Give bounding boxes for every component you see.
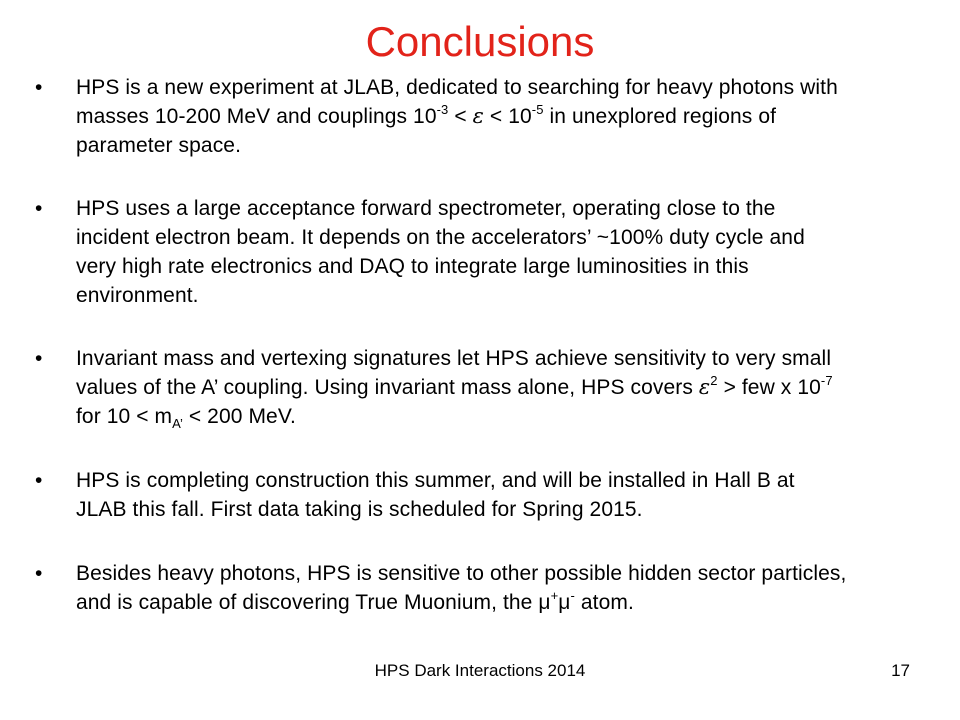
- bullet-text: [76, 559, 946, 617]
- bullet-line: masses 10-200 MeV and couplings $10^{-3} < \varepsilon < 10^{-5}$ in unexplored regions of: [76, 102, 777, 128]
- bullet-line: very high rate electronics and DAQ to integrate large luminosities in this: [76, 255, 749, 278]
- bullet-line: Besides heavy photons, HPS is sensitive to other possible hidden sector particles,: [76, 562, 847, 585]
- bullet-line: JLAB this fall. First data taking is scheduled for Spring 2015.: [76, 498, 643, 521]
- bullet-line: environment.: [76, 284, 199, 307]
- epsilon-symbol: ε: [472, 104, 484, 128]
- bullet-marker: •: [35, 76, 43, 99]
- bullet-text: [76, 344, 946, 431]
- bullet-text: [76, 73, 946, 160]
- bullet-line: for $10 < m_{A’} < 200$ MeV.: [76, 405, 296, 431]
- bullet-line: HPS is completing construction this summer, and will be installed in Hall B at: [76, 469, 795, 492]
- bullet-line: incident electron beam. It depends on the accelerators’ ~100% duty cycle and: [76, 226, 805, 249]
- bullet-text: [76, 466, 946, 524]
- bullet-line: HPS is a new experiment at JLAB, dedicated to searching for heavy photons with: [76, 76, 838, 99]
- bullet-line: HPS uses a large acceptance forward spectrometer, operating close to the: [76, 197, 776, 220]
- bullet-line: values of the A’ coupling. Using invariant mass alone, HPS covers $\varepsilon^2$ > few x $10^{-7}$: [76, 373, 833, 399]
- bullet-marker: •: [35, 347, 43, 370]
- bullet-line: Invariant mass and vertexing signatures let HPS achieve sensitivity to very small: [76, 347, 832, 370]
- page-number: 17: [891, 661, 910, 680]
- bullet-marker: •: [35, 469, 43, 492]
- bullet-line: and is capable of discovering True Muonium, the μ+μ- atom.: [76, 588, 634, 614]
- bullet-marker: •: [35, 197, 43, 220]
- bullet-marker: •: [35, 562, 43, 585]
- footer-text: HPS Dark Interactions 2014: [374, 661, 586, 680]
- bullet-text: [76, 194, 946, 310]
- epsilon-symbol: ε: [698, 375, 711, 399]
- slide-title: Conclusions: [365, 18, 595, 65]
- bullet-line: parameter space.: [76, 134, 242, 157]
